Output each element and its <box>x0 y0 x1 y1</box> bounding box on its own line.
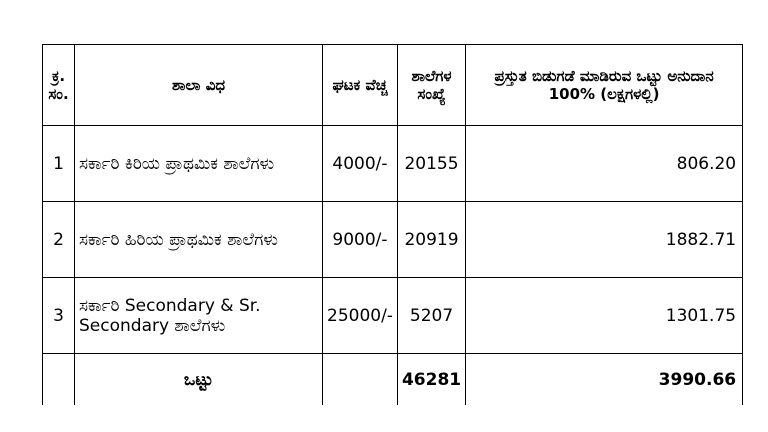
header-school-count: ಶಾಲೆಗಳ ಸಂಖ್ಯೆ <box>397 45 465 126</box>
total-school-count: 46281 <box>397 354 465 406</box>
row-school-type: ಸರ್ಕಾರಿ Secondary & Sr. Secondary ಶಾಲೆಗಳು <box>75 278 323 354</box>
total-row <box>43 354 743 406</box>
total-serial-empty <box>43 354 75 406</box>
grant-table <box>42 44 743 405</box>
table-row <box>43 126 743 202</box>
row-unit-cost: 9000/- <box>323 202 398 278</box>
row-school-type: ಸರ್ಕಾರಿ ಹಿರಿಯ ಪ್ರಾಥಮಿಕ ಶಾಲೆಗಳು <box>75 202 323 278</box>
row-unit-cost: 25000/- <box>323 278 398 354</box>
header-school-type: ಶಾಲಾ ವಿಧ <box>75 45 323 126</box>
row-grant: 1882.71 <box>466 202 743 278</box>
row-serial: 1 <box>43 126 75 202</box>
row-grant: 806.20 <box>466 126 743 202</box>
row-grant: 1301.75 <box>466 278 743 354</box>
total-unit-cost-empty <box>323 354 398 406</box>
table-header <box>43 45 743 126</box>
row-serial: 3 <box>43 278 75 354</box>
table-row <box>43 278 743 354</box>
header-unit-cost: ಘಟಕ ವೆಚ್ಚ <box>323 45 398 126</box>
header-grant: ಪ್ರಸ್ತುತ ಬಿಡುಗಡೆ ಮಾಡಿರುವ ಒಟ್ಟು ಅನುದಾನ 100% (ಲಕ್ಷಗಳಲ್ಲಿ) <box>466 45 743 126</box>
table-row <box>43 202 743 278</box>
total-label: ಒಟ್ಟು <box>75 354 323 406</box>
row-school-count: 5207 <box>397 278 465 354</box>
row-school-type: ಸರ್ಕಾರಿ ಕಿರಿಯ ಪ್ರಾಥಮಿಕ ಶಾಲೆಗಳು <box>75 126 323 202</box>
total-grant: 3990.66 <box>466 354 743 406</box>
row-school-count: 20155 <box>397 126 465 202</box>
header-serial: ಕ್ರ. ಸಂ. <box>43 45 75 126</box>
row-serial: 2 <box>43 202 75 278</box>
row-unit-cost: 4000/- <box>323 126 398 202</box>
row-school-count: 20919 <box>397 202 465 278</box>
